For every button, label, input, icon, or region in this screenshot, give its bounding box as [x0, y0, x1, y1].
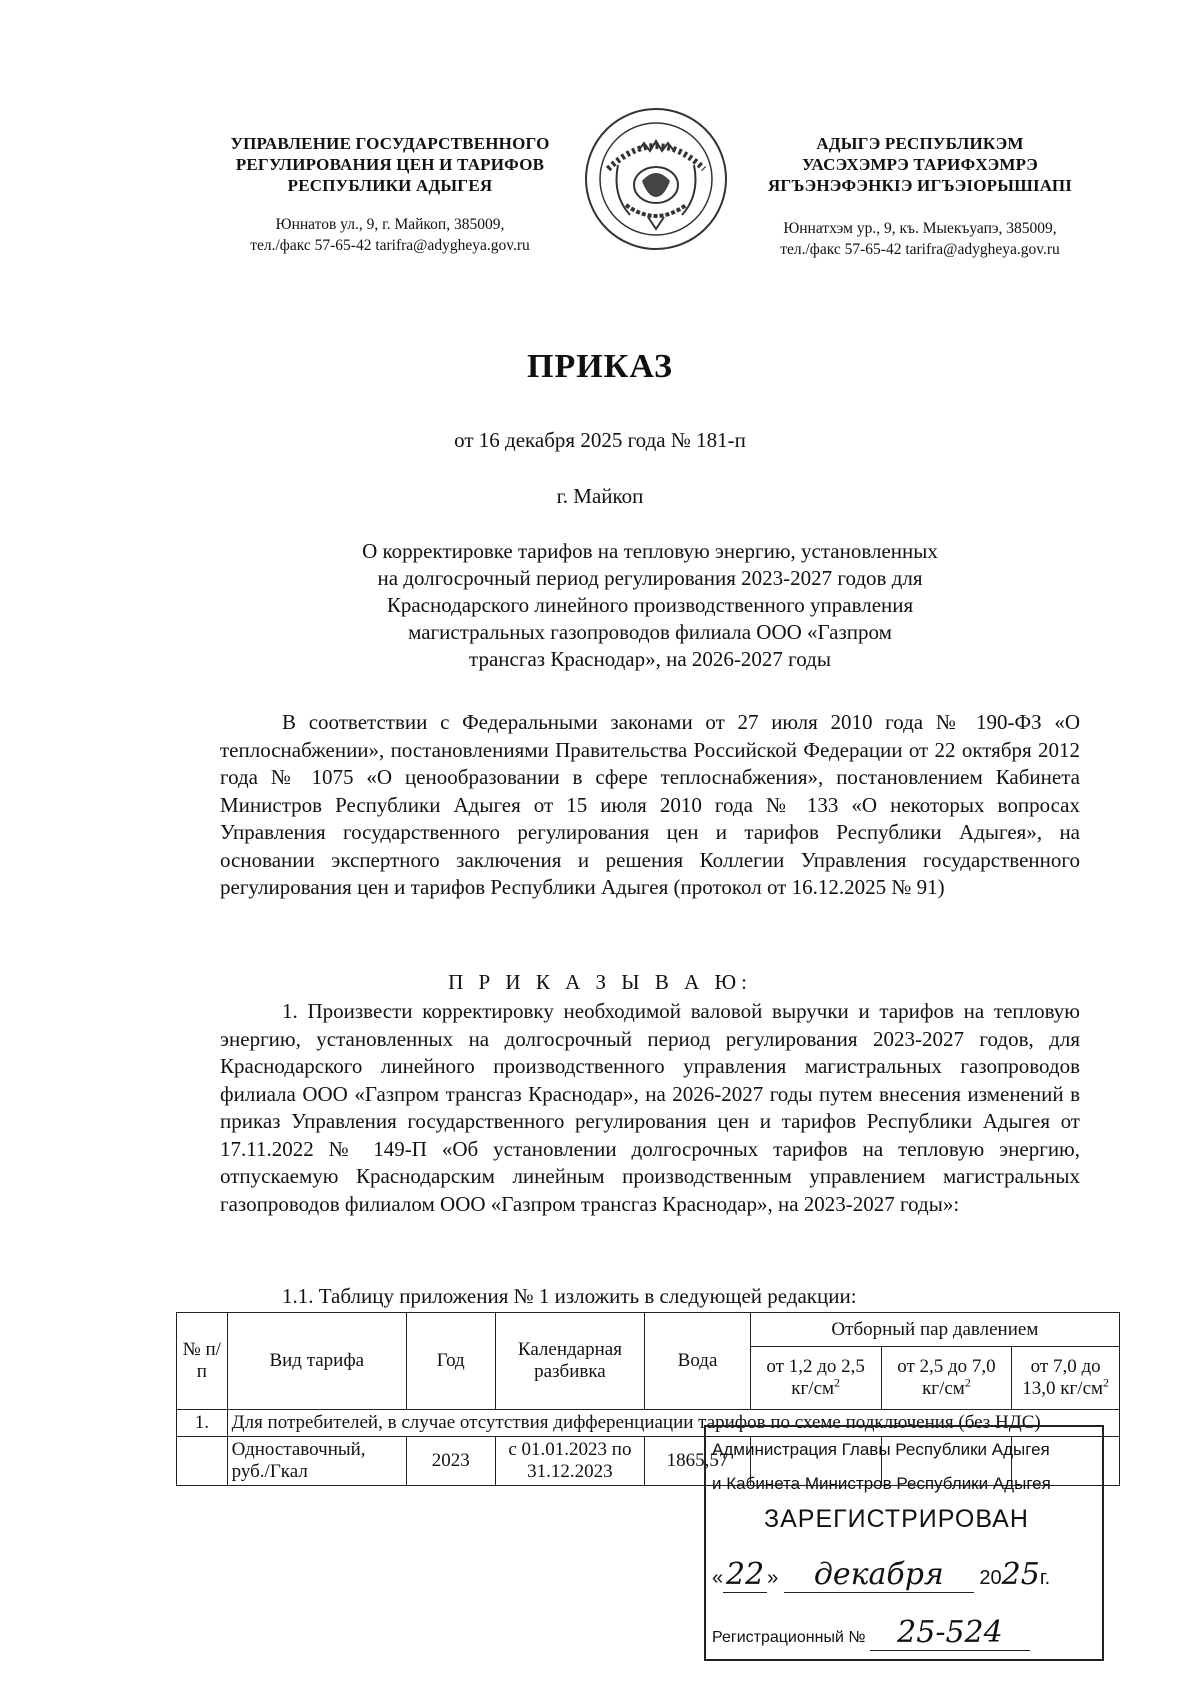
item-1-1-paragraph: 1.1. Таблицу приложения № 1 изложить в следующей редакции:: [282, 1284, 857, 1308]
row-num: [177, 1437, 228, 1486]
document-subject: О корректировке тарифов на тепловую энергию, установленных на долгосрочный период регулирования 2023-2027 годов для Краснодарского линейного производственного управления магистральных газопроводов филиала ООО «Газпром трансгаз Краснодар», на 2026-2027 годы: [362, 539, 938, 671]
basis-paragraph: В соответствии с Федеральными законами от 27 июля 2010 года № 190-ФЗ «О теплоснабжении», постановлениями Правительства Российской Федерации от 22 октября 2012 года № 1075 «О ценообразовании в сфере теплоснабжения», постановлением Кабинета Министров Республики Адыгея от 15 июля 2010 года № 133 «О некоторых вопросах Управления государственного регулирования цен и тарифов Республики Адыгея», на основании экспертного заключения и решения Коллегии Управления государственного регулирования цен и тарифов Республики Адыгея (протокол от 16.12.2025 № 91): [220, 710, 1080, 899]
registration-stamp: [704, 1425, 1104, 1663]
header-steam-2: от 2,5 до 7,0 $кг/см^2$: [881, 1347, 1012, 1410]
row-tariff-type: Одноставочный, руб./Гкал: [227, 1437, 406, 1486]
decree-heading: П Р И К А З Ы В А Ю:: [448, 970, 752, 994]
row-water: 1865,57: [645, 1437, 750, 1486]
stamp-year-unit: г.: [1039, 1567, 1051, 1589]
section-num: 1.: [177, 1410, 228, 1437]
stamp-reg-value: 25-524: [870, 1615, 1030, 1651]
agency-address-ady: Юннатхэм ур., 9, къ. Мыекъуапэ, 385009, тел./факс 57-65-42 tarifra@adygheya.gov.ru: [780, 220, 1060, 258]
stamp-organization: Администрация Главы Республики Адыгея и Кабинета Министров Республики Адыгея: [712, 1440, 1051, 1493]
document-city: г. Майкоп: [556, 484, 644, 508]
header-num: № п/п: [177, 1313, 228, 1410]
header-calendar: Календарная разбивка: [495, 1313, 645, 1410]
agency-name-ady: АДЫГЭ РЕСПУБЛИКЭМ УАСЭХЭМРЭ ТАРИФХЭМРЭ ЯГЪЭНЭФЭНКIЭ ИГЪЭIОРЫШIАПI: [767, 134, 1073, 195]
header-left: [205, 133, 575, 256]
header-tariff-type: Вид тарифа: [227, 1313, 406, 1410]
coat-of-arms-icon: [582, 105, 730, 253]
header-year: Год: [406, 1313, 495, 1410]
header-steam-3: от 7,0 до 13,0 $кг/см^2$: [1012, 1347, 1120, 1410]
item-1-paragraph: 1. Произвести корректировку необходимой валовой выручки и тарифов на тепловую энергию, установленных на долгосрочный период регулирования 2023-2027 годов, для Краснодарского линейного производственного управления магистральных газопроводов филиала ООО «Газпром трансгаз Краснодар», на 2026-2027 годы путем внесения изменений в приказ Управления государственного регулирования цен и тарифов Республики Адыгея от 17.11.2022 № 149-П «Об установлении долгосрочных тарифов на тепловую энергию, отпускаемую Краснодарским линейным производственным управлением магистральных газопроводов филиалом ООО «Газпром трансгаз Краснодар», на 2023-2027 годы»:: [220, 999, 1080, 1216]
agency-name-ru: УПРАВЛЕНИЕ ГОСУДАРСТВЕННОГО РЕГУЛИРОВАНИЯ ЦЕН И ТАРИФОВ РЕСПУБЛИКИ АДЫГЕЯ: [230, 134, 550, 195]
row-calendar: с 01.01.2023 по 31.12.2023: [495, 1437, 645, 1486]
header-steam-1: от 1,2 до 2,5 $кг/см^2$: [750, 1347, 881, 1410]
document-title: ПРИКАЗ: [527, 348, 673, 385]
stamp-day: 22: [723, 1557, 767, 1593]
stamp-reg-label: Регистрационный №: [712, 1629, 866, 1646]
section-text: Для потребителей, в случае отсутствия дифференциации тарифов по схеме подключения (без НДС): [227, 1410, 1119, 1437]
stamp-year-prefix: 20: [979, 1567, 1002, 1589]
stamp-month: декабря: [784, 1557, 974, 1593]
header-steam-group: Отборный пар давлением: [750, 1313, 1119, 1347]
stamp-year-suffix: 25: [1001, 1557, 1040, 1592]
header-water: Вода: [645, 1313, 750, 1410]
stamp-registered-label: ЗАРЕГИСТРИРОВАН: [764, 1505, 1029, 1533]
stamp-date: «22 » декабря 2025г.: [712, 1557, 1051, 1592]
table-header-row: [177, 1313, 1120, 1347]
row-year: 2023: [406, 1437, 495, 1486]
agency-address-ru: Юннатов ул., 9, г. Майкоп, 385009, тел./факс 57-65-42 tarifra@adygheya.gov.ru: [250, 216, 530, 254]
document-date-number: от 16 декабря 2025 года № 181-п: [454, 428, 746, 452]
header-right: [735, 133, 1105, 260]
stamp-reg-number: [712, 1615, 1030, 1651]
